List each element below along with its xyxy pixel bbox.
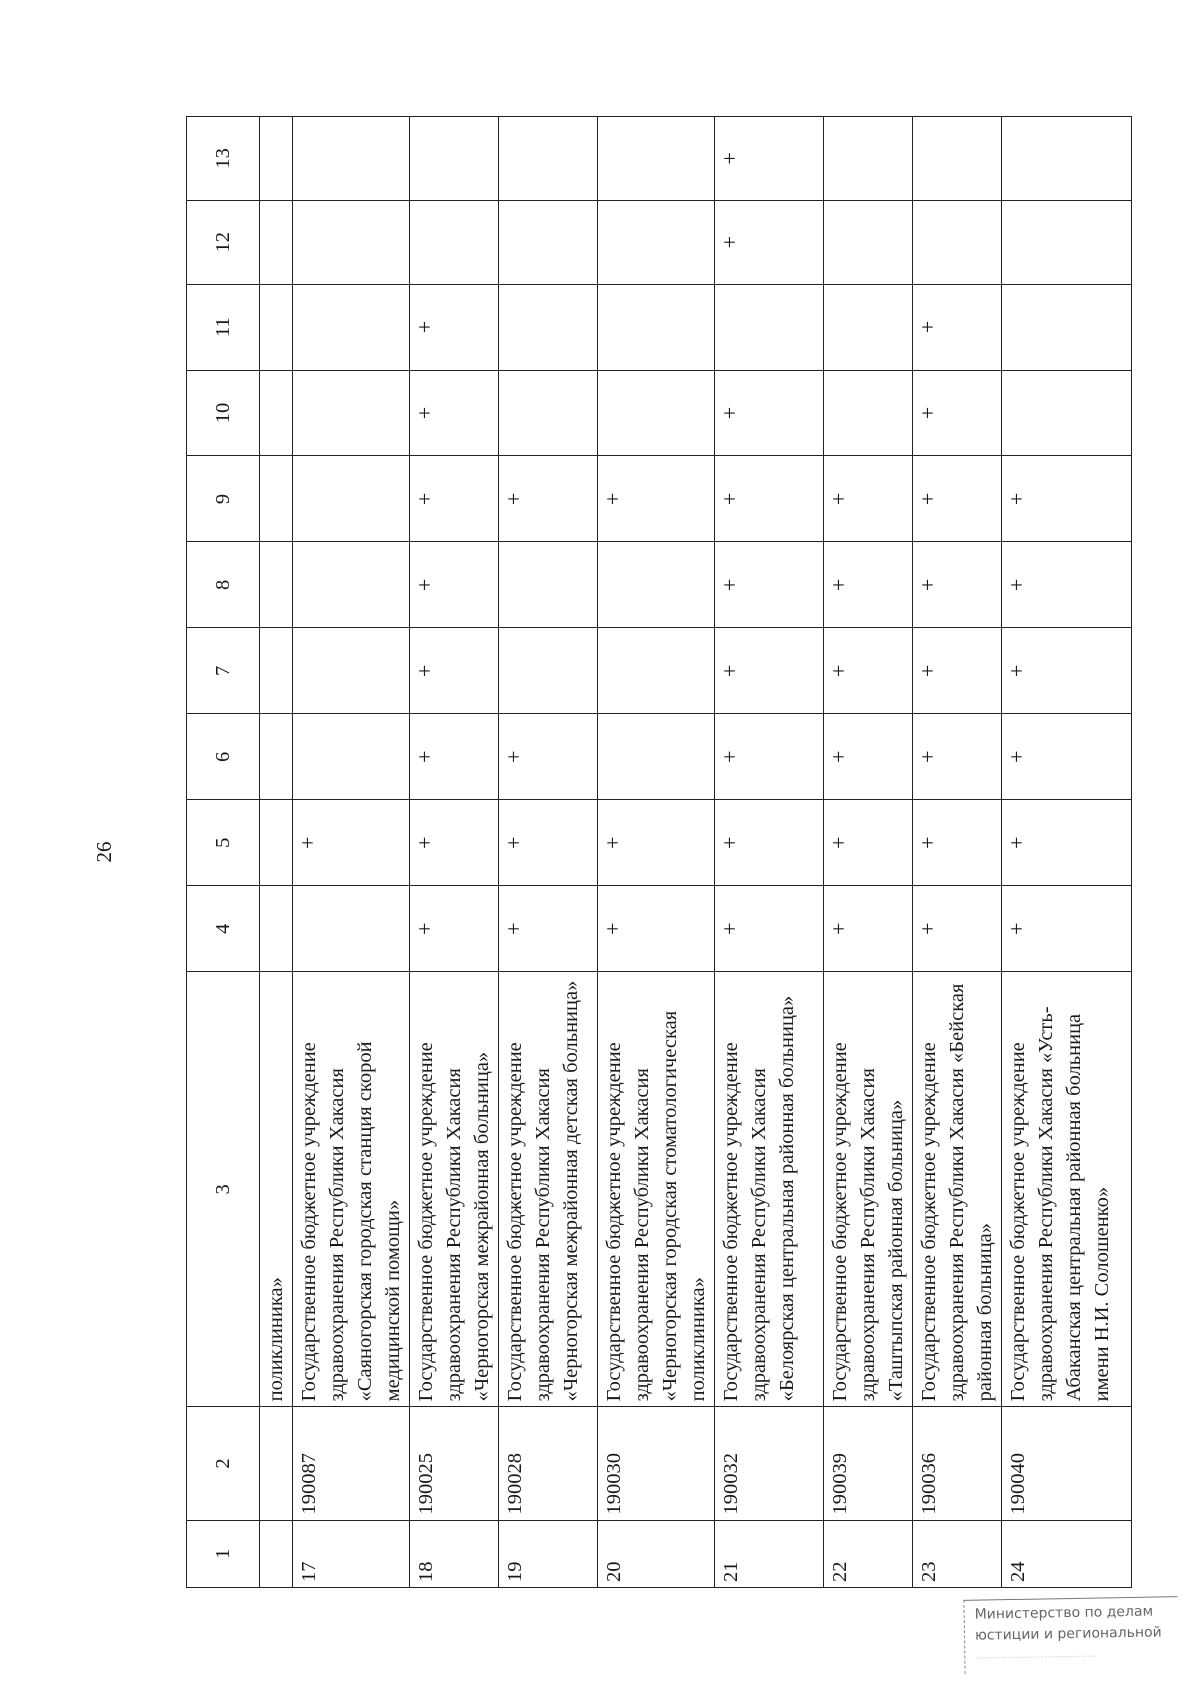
mark-cell: [499, 628, 598, 714]
mark-cell: [293, 117, 410, 201]
mark-cell: [913, 456, 1002, 542]
mark-cell: [1002, 714, 1132, 800]
row-number: 22: [824, 1520, 913, 1587]
mark-cell: [824, 117, 913, 201]
mark-cell: [260, 886, 293, 972]
mark-cell: [293, 456, 410, 542]
mark-cell: [499, 200, 598, 284]
row-number: 23: [913, 1520, 1002, 1587]
table-row: [410, 117, 499, 1588]
row-number: 20: [598, 1520, 715, 1587]
mark-cell: [260, 456, 293, 542]
mark-cell: [260, 200, 293, 284]
mark-cell: [913, 200, 1002, 284]
mark-cell: [913, 800, 1002, 886]
plus-mark: +: [412, 836, 437, 849]
mark-cell: [293, 284, 410, 370]
plus-mark: +: [717, 578, 742, 592]
mark-cell: [598, 628, 715, 714]
mark-cell: [598, 886, 715, 972]
mark-cell: [1002, 456, 1132, 542]
organization-name: Государственное бюджетное учреждение здравоохранения Республики Хакасия «Черногорская городская стоматологическая поликлиника»: [598, 972, 715, 1407]
mark-cell: [410, 117, 499, 201]
mark-cell: [913, 886, 1002, 972]
plus-mark: +: [717, 664, 742, 678]
row-number: 18: [410, 1520, 499, 1587]
plus-mark: +: [826, 922, 851, 935]
column-header: 9: [187, 456, 260, 542]
mark-cell: [1002, 800, 1132, 886]
mark-cell: [824, 886, 913, 972]
table-row: [260, 117, 293, 1588]
column-header: 11: [187, 284, 260, 370]
organization-name: Государственное бюджетное учреждение здравоохранения Республики Хакасия «Белоярская центральная районная больница»: [715, 972, 824, 1407]
mark-cell: [260, 628, 293, 714]
mark-cell: [410, 714, 499, 800]
plus-mark: +: [412, 750, 437, 764]
organization-code: 190032: [715, 1407, 824, 1520]
mark-cell: [715, 117, 824, 201]
mark-cell: [1002, 370, 1132, 456]
table-row: [499, 117, 598, 1588]
mark-cell: [499, 714, 598, 800]
plus-mark: +: [915, 664, 940, 678]
mark-cell: [824, 456, 913, 542]
column-header: 12: [187, 200, 260, 284]
organization-name: Государственное бюджетное учреждение здравоохранения Республики Хакасия «Саяногорская городская станция скорой медицинской помощи»: [293, 972, 410, 1407]
plus-mark: +: [412, 492, 437, 506]
registry-table: [186, 116, 1132, 1588]
mark-cell: [499, 456, 598, 542]
mark-cell: [293, 800, 410, 886]
mark-cell: [598, 800, 715, 886]
organization-code: 190028: [499, 1407, 598, 1520]
plus-mark: +: [826, 750, 851, 764]
mark-cell: [715, 886, 824, 972]
plus-mark: +: [412, 664, 437, 678]
mark-cell: [1002, 284, 1132, 370]
plus-mark: +: [501, 750, 526, 764]
mark-cell: [410, 200, 499, 284]
plus-mark: +: [826, 664, 851, 678]
plus-mark: +: [1004, 750, 1029, 764]
mark-cell: [260, 800, 293, 886]
mark-cell: [715, 542, 824, 628]
mark-cell: [499, 284, 598, 370]
plus-mark: +: [412, 320, 437, 334]
column-header: 2: [187, 1407, 260, 1520]
mark-cell: [913, 628, 1002, 714]
organization-code: [260, 1407, 293, 1520]
mark-cell: [913, 117, 1002, 201]
mark-cell: [499, 117, 598, 201]
plus-mark: +: [1004, 664, 1029, 678]
plus-mark: +: [501, 836, 526, 849]
organization-name: Государственное бюджетное учреждение здравоохранения Республики Хакасия «Бейская районная больница»: [913, 972, 1002, 1407]
plus-mark: +: [717, 750, 742, 764]
mark-cell: [598, 714, 715, 800]
organization-name: Государственное бюджетное учреждение здравоохранения Республики Хакасия «Черногорская межрайонная детская больница»: [499, 972, 598, 1407]
mark-cell: [913, 714, 1002, 800]
table-row: [824, 117, 913, 1588]
organization-code: 190040: [1002, 1407, 1132, 1520]
mark-cell: [499, 370, 598, 456]
column-header: 1: [187, 1520, 260, 1587]
mark-cell: [260, 370, 293, 456]
stamp-line-2: юстиции и региональной: [974, 1624, 1162, 1644]
column-header: 7: [187, 628, 260, 714]
column-header: 6: [187, 714, 260, 800]
plus-mark: +: [717, 492, 742, 506]
plus-mark: +: [412, 578, 437, 592]
plus-mark: +: [915, 492, 940, 506]
plus-mark: +: [412, 406, 437, 420]
table-row: [598, 117, 715, 1588]
mark-cell: [598, 200, 715, 284]
plus-mark: +: [600, 836, 625, 849]
table-row: [1002, 117, 1132, 1588]
table-row: [293, 117, 410, 1588]
plus-mark: +: [915, 578, 940, 592]
column-header: 13: [187, 117, 260, 201]
plus-mark: +: [1004, 922, 1029, 935]
column-header: 8: [187, 542, 260, 628]
mark-cell: [715, 200, 824, 284]
column-header: 3: [187, 972, 260, 1407]
mark-cell: [410, 800, 499, 886]
mark-cell: [598, 117, 715, 201]
plus-mark: +: [717, 152, 742, 165]
organization-name: Государственное бюджетное учреждение здравоохранения Республики Хакасия «Таштыпская районная больница»: [824, 972, 913, 1407]
stamp-line-1: Министерство по делам: [974, 1603, 1154, 1623]
mark-cell: [499, 542, 598, 628]
stamp-faded-line: ..........................................: [975, 1649, 1096, 1662]
row-number: 24: [1002, 1520, 1132, 1587]
mark-cell: [824, 800, 913, 886]
plus-mark: +: [600, 922, 625, 935]
mark-cell: [260, 284, 293, 370]
table-header-row: [187, 117, 260, 1588]
plus-mark: +: [1004, 578, 1029, 592]
table-row: [913, 117, 1002, 1588]
mark-cell: [260, 117, 293, 201]
mark-cell: [1002, 628, 1132, 714]
row-number: 21: [715, 1520, 824, 1587]
mark-cell: [1002, 542, 1132, 628]
plus-mark: +: [717, 836, 742, 849]
mark-cell: [499, 886, 598, 972]
organization-code: 190025: [410, 1407, 499, 1520]
organization-name: Государственное бюджетное учреждение здравоохранения Республики Хакасия «Черногорская межрайонная больница»: [410, 972, 499, 1407]
mark-cell: [1002, 200, 1132, 284]
mark-cell: [410, 628, 499, 714]
mark-cell: [260, 714, 293, 800]
mark-cell: [293, 628, 410, 714]
plus-mark: +: [717, 922, 742, 935]
mark-cell: [1002, 117, 1132, 201]
mark-cell: [715, 284, 824, 370]
mark-cell: [598, 284, 715, 370]
mark-cell: [410, 542, 499, 628]
organization-name: поликлиника»: [260, 972, 293, 1407]
mark-cell: [824, 628, 913, 714]
mark-cell: [410, 886, 499, 972]
mark-cell: [824, 542, 913, 628]
mark-cell: [824, 200, 913, 284]
mark-cell: [293, 200, 410, 284]
plus-mark: +: [501, 492, 526, 506]
mark-cell: [913, 284, 1002, 370]
column-header: 5: [187, 800, 260, 886]
row-number: 19: [499, 1520, 598, 1587]
registration-stamp: [963, 1596, 1178, 1674]
plus-mark: +: [915, 836, 940, 849]
mark-cell: [715, 456, 824, 542]
plus-mark: +: [717, 406, 742, 420]
organization-code: 190039: [824, 1407, 913, 1520]
mark-cell: [715, 800, 824, 886]
plus-mark: +: [915, 750, 940, 764]
mark-cell: [598, 542, 715, 628]
mark-cell: [293, 370, 410, 456]
mark-cell: [824, 714, 913, 800]
mark-cell: [293, 886, 410, 972]
plus-mark: +: [1004, 492, 1029, 506]
plus-mark: +: [826, 492, 851, 506]
plus-mark: +: [1004, 836, 1029, 849]
table-row: [715, 117, 824, 1588]
mark-cell: [824, 370, 913, 456]
plus-mark: +: [915, 406, 940, 420]
organization-code: 190030: [598, 1407, 715, 1520]
mark-cell: [913, 542, 1002, 628]
mark-cell: [913, 370, 1002, 456]
plus-mark: +: [826, 836, 851, 849]
plus-mark: +: [915, 320, 940, 334]
plus-mark: +: [501, 922, 526, 935]
organization-code: 190036: [913, 1407, 1002, 1520]
mark-cell: [598, 370, 715, 456]
rotated-table-container: [186, 116, 1121, 1588]
plus-mark: +: [826, 578, 851, 592]
mark-cell: [824, 284, 913, 370]
organization-name: Государственное бюджетное учреждение здравоохранения Республики Хакасия «Усть-Абаканская центральная районная больница имени Н.И. Солошенко»: [1002, 972, 1132, 1407]
mark-cell: [410, 370, 499, 456]
plus-mark: +: [412, 922, 437, 935]
mark-cell: [293, 714, 410, 800]
column-header: 4: [187, 886, 260, 972]
column-header: 10: [187, 370, 260, 456]
mark-cell: [293, 542, 410, 628]
plus-mark: +: [915, 922, 940, 935]
plus-mark: +: [295, 836, 320, 849]
mark-cell: [715, 714, 824, 800]
mark-cell: [598, 456, 715, 542]
mark-cell: [260, 542, 293, 628]
mark-cell: [499, 800, 598, 886]
mark-cell: [715, 628, 824, 714]
mark-cell: [410, 456, 499, 542]
mark-cell: [410, 284, 499, 370]
row-number: [260, 1520, 293, 1587]
mark-cell: [715, 370, 824, 456]
organization-code: 190087: [293, 1407, 410, 1520]
mark-cell: [1002, 886, 1132, 972]
row-number: 17: [293, 1520, 410, 1587]
page-number: 26: [92, 841, 116, 863]
plus-mark: +: [717, 235, 742, 249]
plus-mark: +: [600, 492, 625, 506]
